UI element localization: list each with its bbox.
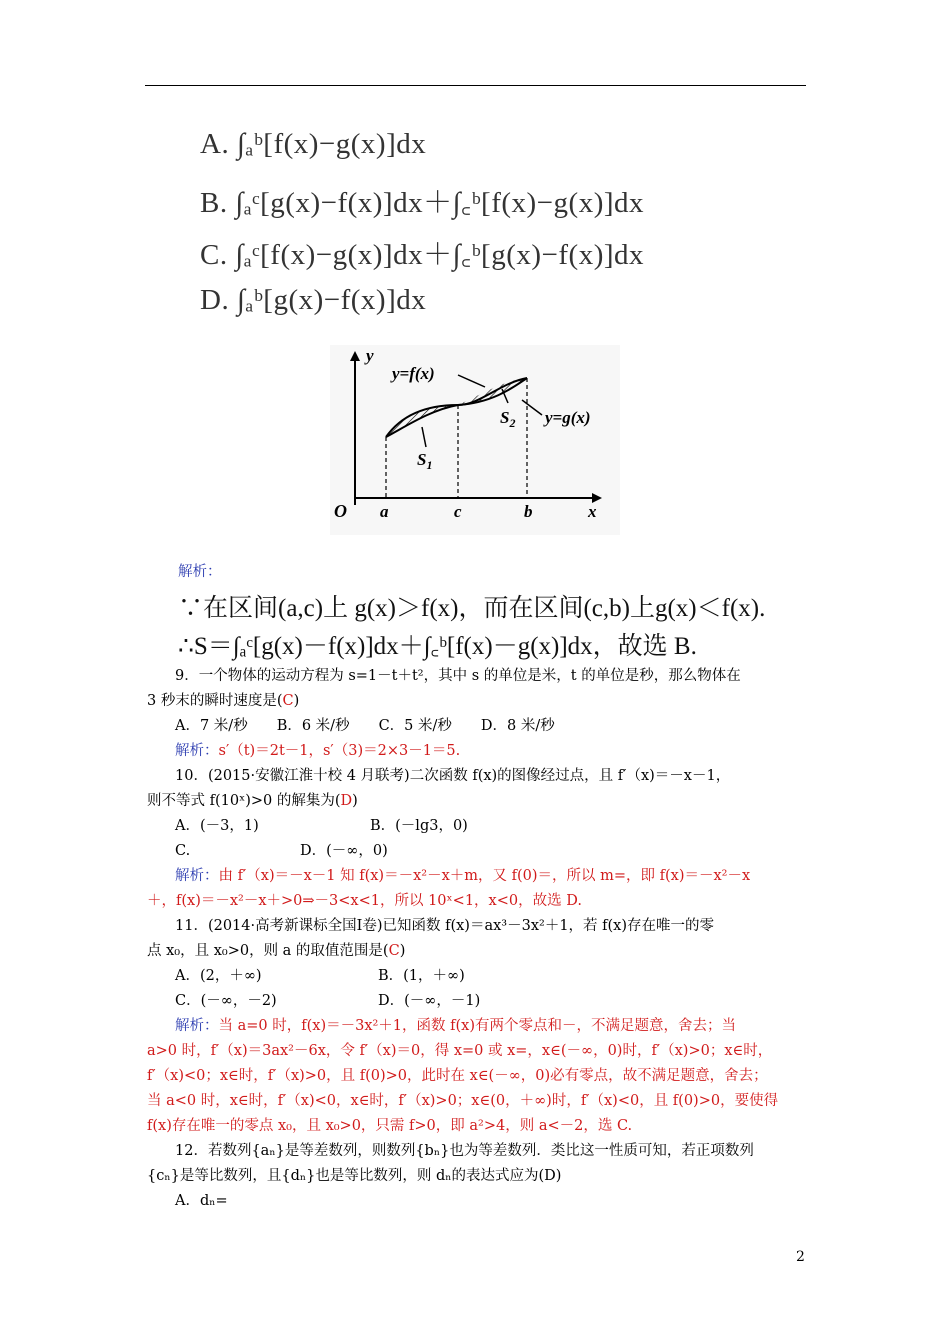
q12-line2: {cₙ}是等比数列，且{dₙ}也是等比数列，则 dₙ的表达式应为(D) (147, 1168, 562, 1184)
q10-option-b: B．(－lg3，0) (370, 818, 468, 834)
q8-jiexi-label: 解析： (178, 564, 222, 580)
b-label: b (524, 502, 533, 521)
s1-subscript: 1 (426, 458, 433, 472)
q9-line1: 9．一个物体的运动方程为 s=1－t＋t²，其中 s 的单位是米，t 的单位是秒，那么物体在 (175, 668, 741, 684)
q11-solution-line5: f(x)存在唯一的零点 x₀，且 x₀>0，只需 f>0，即 a²>4，则 a<－2，选 C. (147, 1118, 633, 1134)
q10-line2: 则不等式 f(10ˣ)>0 的解集为(D) (147, 793, 358, 809)
q11-option-a: A．(2，＋∞) (175, 968, 262, 984)
figure-background (330, 345, 620, 535)
f-label: y=f(x) (392, 364, 435, 383)
q12-line1: 12．若数列{aₙ}是等差数列，则数列{bₙ}也为等差数列．类比这一性质可知，若正项数列 (175, 1143, 754, 1159)
c-label: c (454, 502, 462, 521)
q11-solution-line4: 当 a<0 时，x∈时，f′（x)<0，x∈时，f′（x)>0；x∈(0，＋∞)时，f′（x)<0，且 f(0)>0，要使得 (147, 1093, 779, 1109)
q10-option-c: C. (175, 843, 191, 859)
q10-answer: D (340, 793, 353, 809)
y-axis-label: y (366, 346, 374, 365)
x-axis-label: x (588, 502, 597, 521)
q11-solution-line1: 解析：当 a=0 时，f(x)＝－3x²＋1，函数 f(x)有两个零点和－，不满足题意，舍去；当 (175, 1018, 737, 1034)
origin-label: O (334, 501, 347, 521)
page-number: 2 (796, 1249, 805, 1265)
q9-options: A．7 米/秒 B．6 米/秒 C．5 米/秒 D．8 米/秒 (175, 718, 555, 734)
q10-line1: 10．(2015·安徽江淮十校 4 月联考)二次函数 f(x)的图像经过点，且 f′（x)＝－x－1， (175, 768, 731, 784)
option-a-integral: A. ∫ₐᵇ[f(x)−g(x)]dx (200, 128, 427, 160)
q10-solution-line1: 解析：由 f′（x)＝－x－1 知 f(x)＝－x²－x＋m，又 f(0)＝，所以 m=，即 f(x)＝－x²－x (175, 868, 751, 884)
a-label: a (380, 502, 389, 521)
s2-subscript: 2 (509, 416, 516, 430)
option-c-integral: C. ∫ₐᶜ[f(x)−g(x)]dx＋∫꜀ᵇ[g(x)−f(x)]dx (200, 239, 645, 271)
q11-option-b: B．(1，＋∞) (378, 968, 465, 984)
q11-line1: 11．(2014·高考新课标全国Ⅰ卷)已知函数 f(x)＝ax³－3x²＋1，若 f(x)存在唯一的零 (175, 918, 715, 934)
q11-line2: 点 x₀，且 x₀>0，则 a 的取值范围是(C) (147, 943, 406, 959)
q11-solution-line3: f′（x)<0；x∈时，f′（x)>0，且 f(0)>0，此时在 x∈(－∞，0)必有零点，故不满足题意，舍去； (147, 1068, 768, 1084)
q9-answer: C (282, 693, 294, 709)
q10-solution-line2: ＋，f(x)＝－x²－x＋>0⇒－3<x<1，所以 10ˣ<1，x<0，故选 D. (147, 893, 582, 909)
q9-line2: 3 秒末的瞬时速度是(C) (147, 693, 300, 709)
s2-label: S (500, 408, 510, 427)
q11-solution-line2: a>0 时，f′（x)＝3ax²－6x，令 f′（x)＝0，得 x=0 或 x=，x∈(－∞，0)时，f′（x)>0；x∈时， (147, 1043, 773, 1059)
q8-solution-line1: ∵在区间(a,c)上 g(x)＞f(x)，而在区间(c,b)上g(x)＜f(x). (178, 595, 766, 622)
q9-solution: 解析：s′（t)＝2t－1，s′（3)＝2×3－1＝5. (175, 743, 461, 759)
option-d-integral: D. ∫ₐᵇ[g(x)−f(x)]dx (200, 284, 427, 316)
g-label: y=g(x) (545, 408, 591, 427)
q10-option-a: A．(－3，1) (175, 818, 259, 834)
s1-label: S (417, 450, 427, 469)
area-figure (330, 345, 620, 535)
option-b-integral: B. ∫ₐᶜ[g(x)−f(x)]dx＋∫꜀ᵇ[f(x)−g(x)]dx (200, 187, 645, 219)
q11-answer: C (388, 943, 400, 959)
q10-option-d: D．(－∞，0) (300, 843, 388, 859)
q11-option-c: C．(－∞，－2) (175, 993, 277, 1009)
header-rule (145, 85, 806, 86)
q8-solution-line2: ∴S＝∫ₐᶜ[g(x)－f(x)]dx＋∫꜀ᵇ[f(x)－g(x)]dx，故选 B. (178, 633, 697, 660)
q12-option-a: A．dₙ= (175, 1193, 228, 1209)
q11-option-d: D．(－∞，－1) (378, 993, 481, 1009)
